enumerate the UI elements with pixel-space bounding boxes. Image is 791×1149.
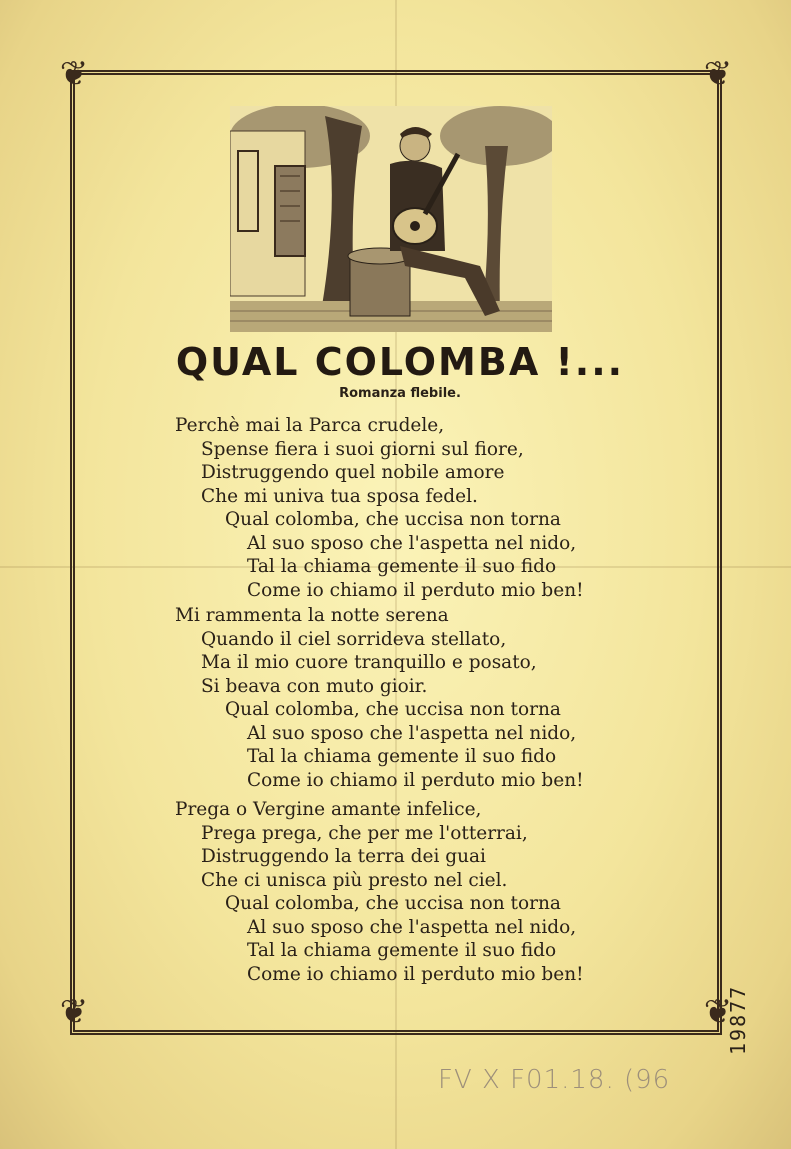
refrain-line: Come io chiamo il perduto mio ben! xyxy=(247,963,584,985)
refrain-line: Qual colomba, che uccisa non torna xyxy=(225,699,561,720)
poem-subtitle: Romanza flebile. xyxy=(339,386,461,401)
verse-line: Perchè mai la Parca crudele, xyxy=(175,415,445,436)
refrain-line: Tal la chiama gemente il suo fido xyxy=(247,746,557,767)
refrain-line: Al suo sposo che l'aspetta nel nido, xyxy=(247,722,577,744)
verse-line: Che ci unisca più presto nel ciel. xyxy=(201,869,508,891)
refrain-line: Qual colomba, che uccisa non torna xyxy=(225,509,561,530)
verse-line: Che mi univa tua sposa fedel. xyxy=(201,485,478,507)
verse-line: Spense fiera i suoi giorni sul fiore, xyxy=(201,438,524,460)
handwritten-shelfmark: FV X F01.18. (96 xyxy=(438,1065,671,1095)
verse-line: Distruggendo la terra dei guai xyxy=(201,846,486,867)
verse-line: Distruggendo quel nobile amore xyxy=(201,462,505,483)
verse-line: Quando il ciel sorrideva stellato, xyxy=(201,628,507,650)
ornament-icon: ❦ xyxy=(703,54,733,94)
verse-line: Si beava con muto gioir. xyxy=(201,675,428,697)
verse-line: Ma il mio cuore tranquillo e posato, xyxy=(201,652,537,673)
refrain-line: Come io chiamo il perduto mio ben! xyxy=(247,769,584,791)
refrain-line: Tal la chiama gemente il suo fido xyxy=(247,556,557,577)
stanza-1 xyxy=(175,414,645,602)
verse-line: Prega o Vergine amante infelice, xyxy=(175,799,482,820)
verse-line: Prega prega, che per me l'otterrai, xyxy=(201,822,528,844)
refrain-line: Al suo sposo che l'aspetta nel nido, xyxy=(247,916,577,938)
ornament-icon: ❦ xyxy=(703,992,733,1032)
ornament-icon: ❦ xyxy=(59,992,89,1032)
refrain-line: Al suo sposo che l'aspetta nel nido, xyxy=(247,532,577,554)
ornament-icon: ❦ xyxy=(59,54,89,94)
inventory-stamp-number: 19877 xyxy=(726,984,750,1055)
refrain-line: Tal la chiama gemente il suo fido xyxy=(247,940,557,961)
refrain-line: Come io chiamo il perduto mio ben! xyxy=(247,579,584,601)
stanza-3 xyxy=(175,798,645,986)
poem-title: QUAL COLOMBA !... xyxy=(175,340,625,384)
refrain-line: Qual colomba, che uccisa non torna xyxy=(225,893,561,914)
stanza-2 xyxy=(175,604,645,792)
guitar-player-engraving xyxy=(230,106,552,332)
verse-line: Mi rammenta la notte serena xyxy=(175,605,449,626)
